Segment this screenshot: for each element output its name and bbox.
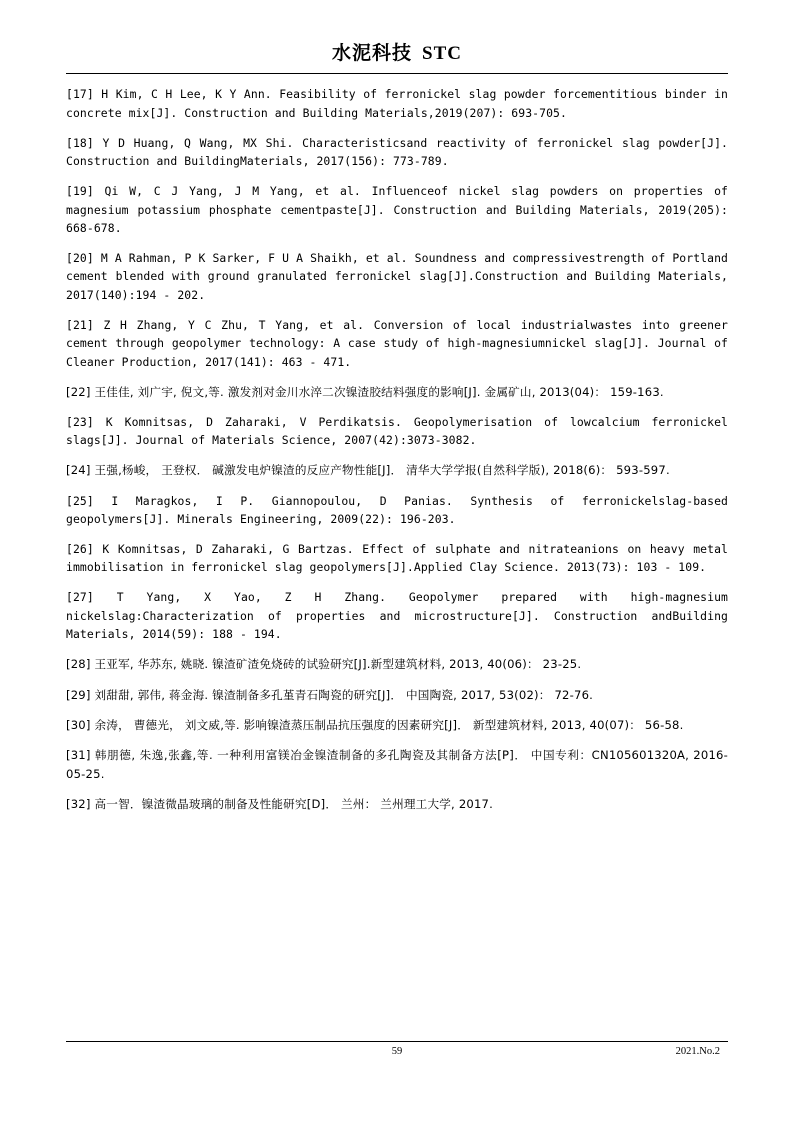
footer-divider: [66, 1041, 728, 1042]
reference-item: [24] 王强,杨峻， 王登权． 碱激发电炉镍渣的反应产物性能[J]． 清华大学学报(自然科学版), 2018(6)： 593-597.: [66, 463, 670, 478]
reference-item: [31] 韩朋德, 朱逸,张鑫,等. 一种利用富镁冶金镍渣制备的多孔陶瓷及其制备方法[P]． 中国专利：CN105601320A, 2016-05-25.: [66, 748, 728, 782]
journal-title-en: STC: [422, 43, 462, 64]
reference-item: [22] 王佳佳, 刘广宇, 倪文,等. 激发剂对金川水淬二次镍渣胶结料强度的影响[J]. 金属矿山, 2013(04)： 159-163.: [66, 384, 664, 399]
reference-item: [32] 高一智．镍渣微晶玻璃的制备及性能研究[D]． 兰州： 兰州理工大学, 2017.: [66, 797, 494, 812]
reference-item: [28] 王亚军, 华苏东, 姚晓. 镍渣矿渣免烧砖的试验研究[J].新型建筑材料, 2013, 40(06)： 23-25.: [66, 657, 582, 672]
page-content: [66, 38, 728, 824]
reference-item: [25] I Maragkos, I P. Giannopoulou, D Panias. Synthesis of ferronickelslag-based geopolymers[J]. Minerals Engineering, 2009(22): 196-203.: [66, 493, 728, 526]
reference-item: [26] K Komnitsas, D Zaharaki, G Bartzas. Effect of sulphate and nitrateanions on heavy metal immobilisation in ferronickel slag geopolymers[J].Applied Clay Science. 2013(73): 103 - 109.: [66, 541, 728, 575]
reference-item: [30] 余涛， 曹德光， 刘文威,等. 影响镍渣蒸压制品抗压强度的因素研究[J]． 新型建筑材料, 2013, 40(07)： 56-58.: [66, 717, 684, 732]
reference-item: [19] Qi W, C J Yang, J M Yang, et al. Influenceof nickel slag powders on properties of magnesium potassium phosphate cementpaste[J]. Construction and Building Materials, 2019(205): 668-678.: [66, 184, 728, 235]
reference-list: [66, 85, 728, 814]
reference-item: [21] Z H Zhang, Y C Zhu, T Yang, et al. Conversion of local industrialwastes into greener cement through geopolymer technology: A case study of high-magnesiumnickel slag[J]. Journal of Cleaner Production, 2017(141): 463 - 471.: [66, 317, 728, 369]
page-footer: [66, 1046, 728, 1066]
reference-item: [23] K Komnitsas, D Zaharaki, V Perdikatsis. Geopolymerisation of lowcalcium ferronickel slags[J]. Journal of Materials Science, 2007(42):3073-3082.: [66, 414, 728, 448]
page-header: [66, 38, 728, 71]
reference-item: [18] Y D Huang, Q Wang, MX Shi. Characteristicsand reactivity of ferronickel slag powder[J]. Construction and BuildingMaterials, 2017(156): 773-789.: [66, 135, 728, 169]
page-number: 59: [391, 1046, 403, 1057]
reference-item: [27] T Yang, X Yao, Z H Zhang. Geopolymer prepared with high-magnesium nickelslag:Characterization of properties and microstructure[J]. Construction andBuilding Materials, 2014(59): 188 - 194.: [66, 590, 728, 642]
header-divider: [66, 73, 728, 74]
reference-item: [17] H Kim, C H Lee, K Y Ann. Feasibility of ferronickel slag powder forcementitious binder in concrete mix[J]. Construction and Building Materials,2019(207): 693-705.: [66, 87, 728, 120]
issue-label: 2021.No.2: [675, 1046, 720, 1057]
reference-item: [29] 刘甜甜, 郭伟, 蒋金海. 镍渣制备多孔堇青石陶瓷的研究[J]． 中国陶瓷, 2017, 53(02)： 72-76.: [66, 687, 594, 702]
reference-item: [20] M A Rahman, P K Sarker, F U A Shaikh, et al. Soundness and compressivestrength of Portland cement blended with ground granulated ferronickel slag[J].Construction and Building Materials, 2017(140):194 - 202.: [66, 250, 728, 302]
journal-title-cn: 水泥科技: [332, 42, 413, 64]
